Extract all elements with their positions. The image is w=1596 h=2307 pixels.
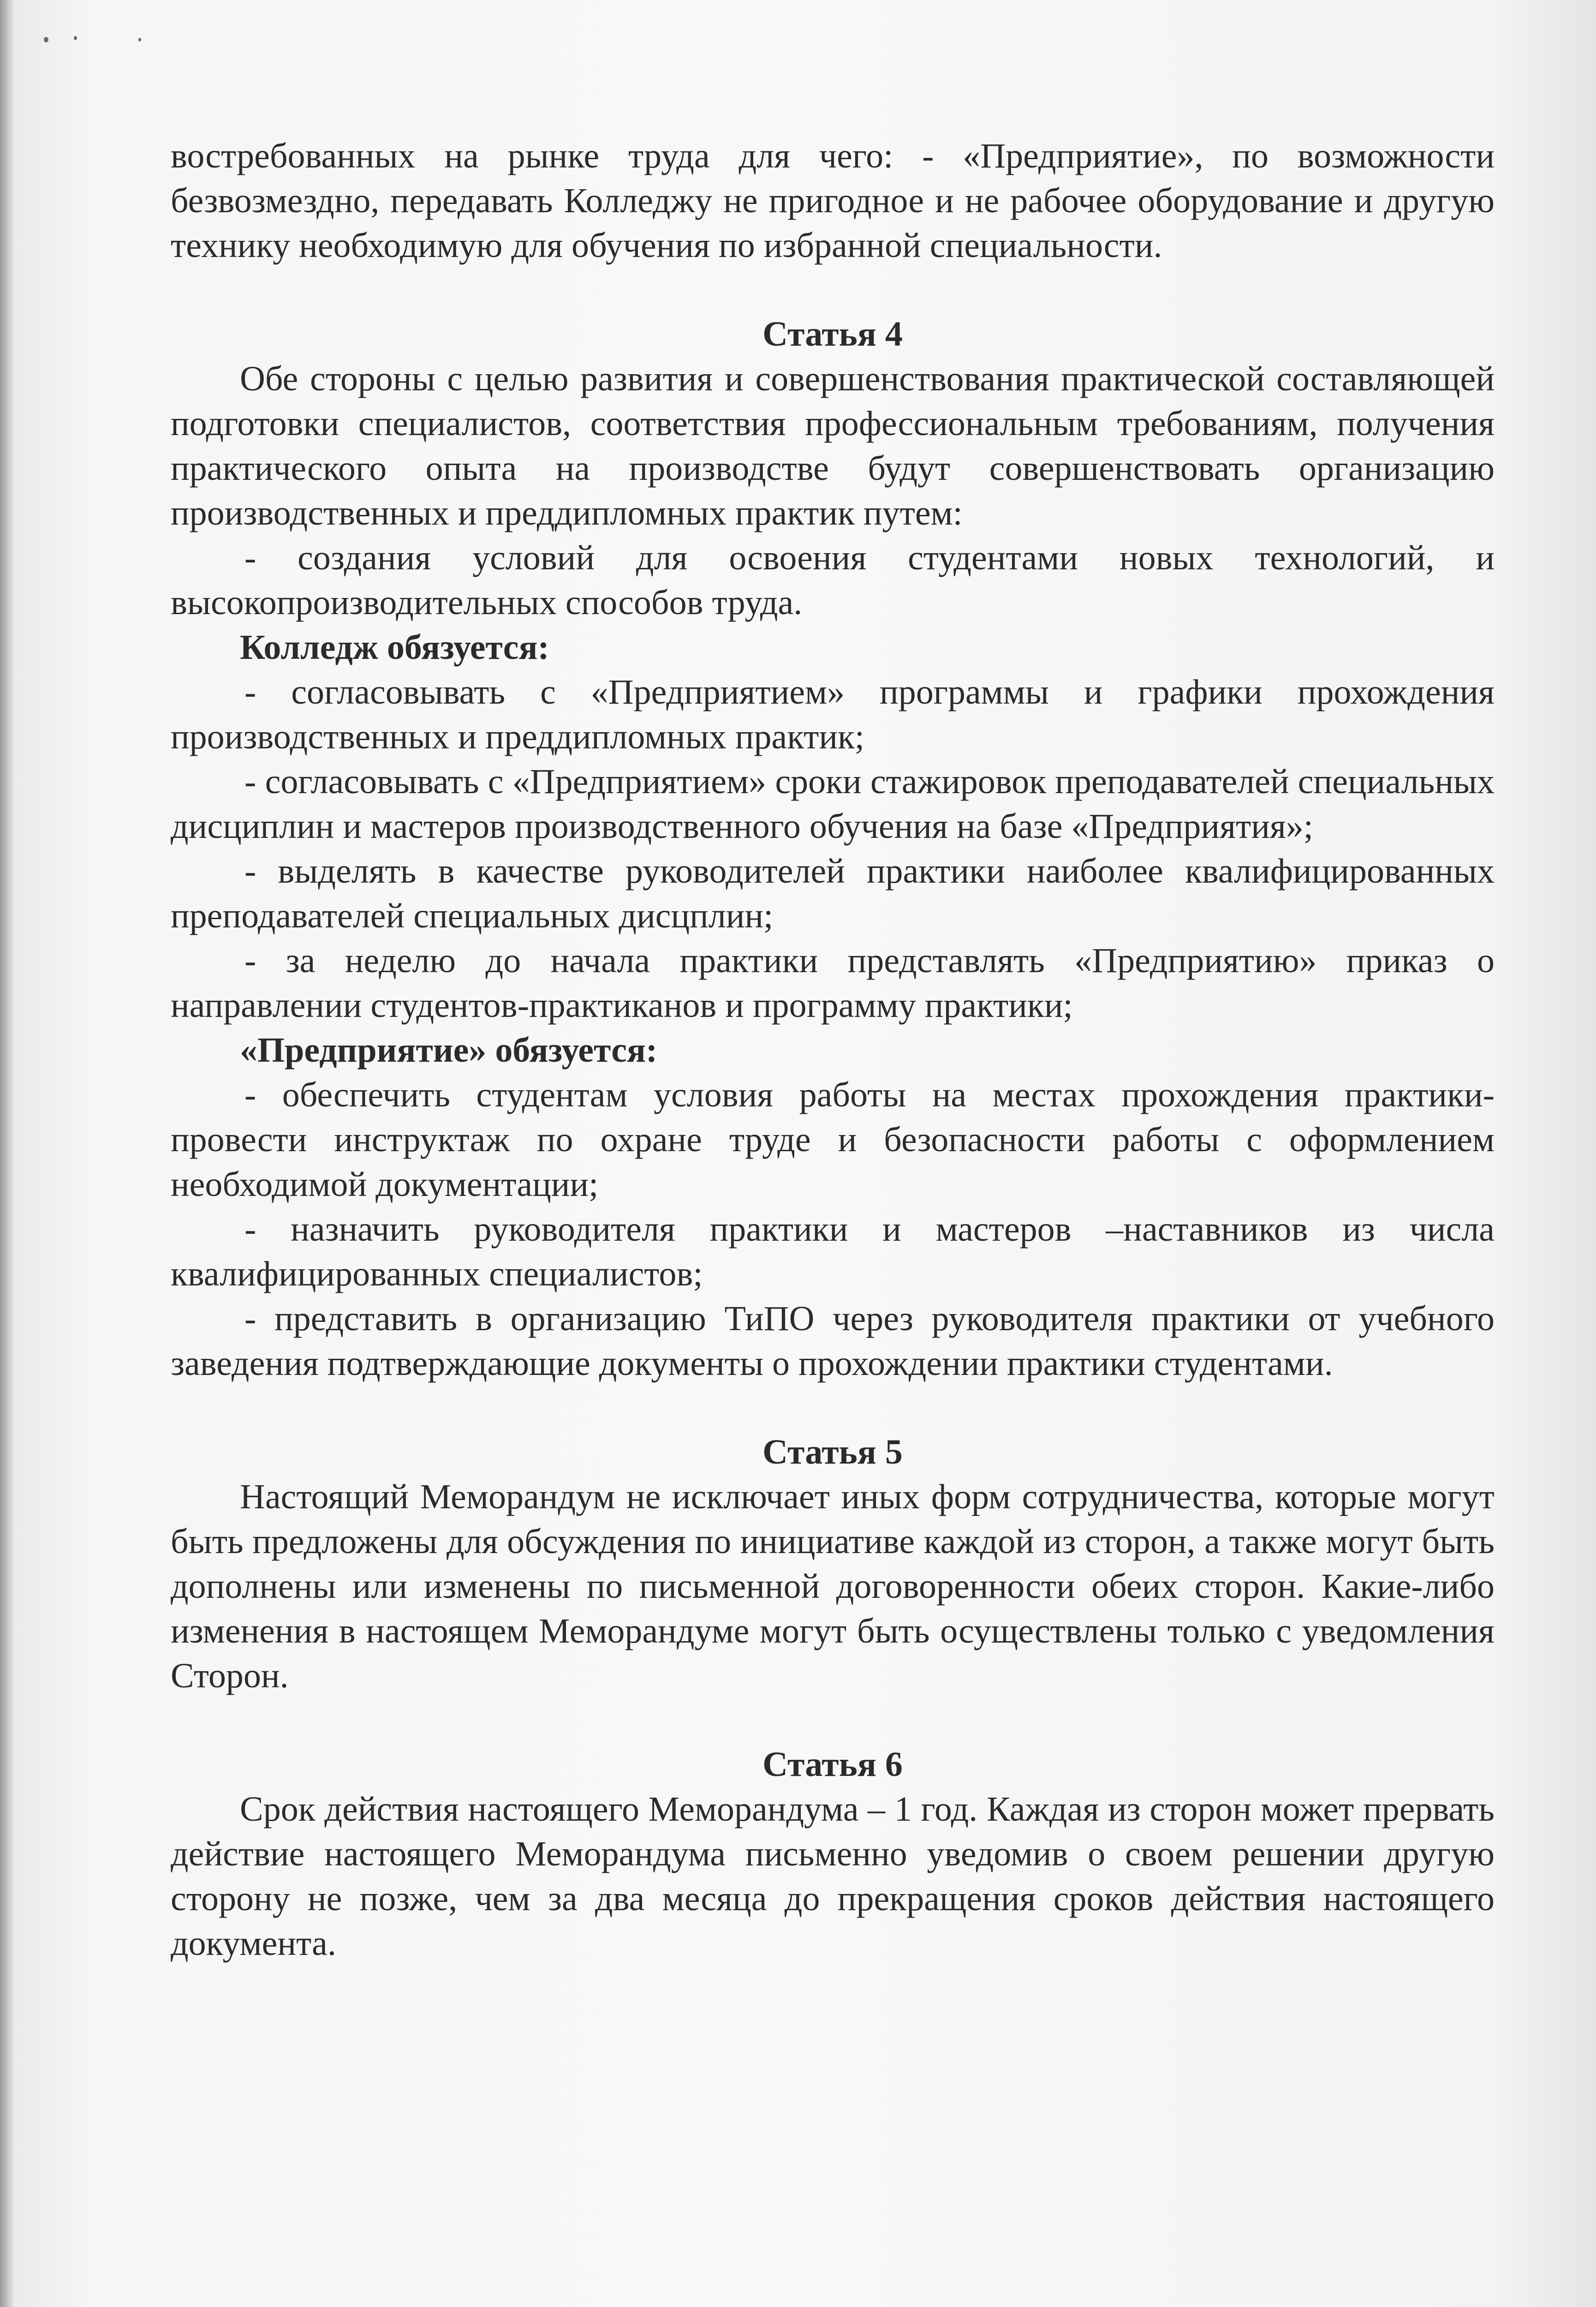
enterprise-obligation-item: - обеспечить студентам условия работы на местах прохождения практики- провести инструктаж по охране труде и безопасности работы с оформлением необходимой документации; <box>171 1076 1495 1204</box>
document-body <box>171 134 1495 1966</box>
college-obligation-item: - согласовывать с «Предприятием» программы и графики прохождения производственных и преддипломных практик; <box>171 673 1495 756</box>
intro-paragraph: востребованных на рынке труда для чего: - «Предприятие», по возможности безвозмездно, передавать Колледжу не пригодное и не рабочее оборудование и другую технику необходимую для обучения по избранной специальности. <box>171 137 1495 265</box>
scan-speck <box>74 36 77 40</box>
article-4-point: - создания условий для освоения студентами новых технологий, и высокопроизводительных способов труда. <box>171 538 1495 622</box>
enterprise-obligation-item: - назначить руководителя практики и мастеров –наставников из числа квалифицированных специалистов; <box>171 1210 1495 1293</box>
college-obligation-item: - согласовывать с «Предприятием» сроки стажировок преподавателей специальных дисциплин и мастеров производственного обучения на базе «Предприятия»; <box>171 762 1495 846</box>
article-5-text: Настоящий Меморандум не исключает иных форм сотрудничества, которые могут быть предложены для обсуждения по инициативе каждой из сторон, а также могут быть дополнены или изменены по письменной договоренности обеих сторон. Какие-либо изменения в настоящем Меморандуме могут быть осуществлены только с уведомления Сторон. <box>171 1477 1495 1695</box>
article-6-text: Срок действия настоящего Меморандума – 1 год. Каждая из сторон может прервать действие настоящего Меморандума письменно уведомив о своем решении другую сторону не позже, чем за два месяца до прекращения сроков действия настоящего документа. <box>171 1790 1495 1963</box>
enterprise-obligation-item: - представить в организацию ТиПО через руководителя практики от учебного заведения подтверждающие документы о прохождении практики студентами. <box>171 1299 1495 1383</box>
article-5-title: Статья 5 <box>762 1433 903 1471</box>
article-4-intro: Обе стороны с целью развития и совершенствования практической составляющей подготовки специалистов, соответствия профессиональным требованиям, получения практического опыта на производстве будут совершенствовать организацию производственных и преддипломных практик путем: <box>171 359 1495 532</box>
page-edge-shadow <box>0 0 14 2307</box>
college-obligation-item: - за неделю до начала практики представлять «Предприятию» приказ о направлении студентов-практиканов и программу практики; <box>171 941 1495 1025</box>
college-obligation-item: - выделять в качестве руководителей практики наиболее квалифицированных преподавателей специальных дисцплин; <box>171 852 1495 935</box>
article-4-title: Статья 4 <box>762 315 903 353</box>
college-obligations-heading: Колледж обязуется: <box>240 628 549 667</box>
article-6-title: Статья 6 <box>762 1745 903 1784</box>
scan-speck <box>44 37 48 42</box>
scan-speck <box>138 38 141 42</box>
enterprise-obligations-heading: «Предприятие» обязуется: <box>240 1031 658 1070</box>
